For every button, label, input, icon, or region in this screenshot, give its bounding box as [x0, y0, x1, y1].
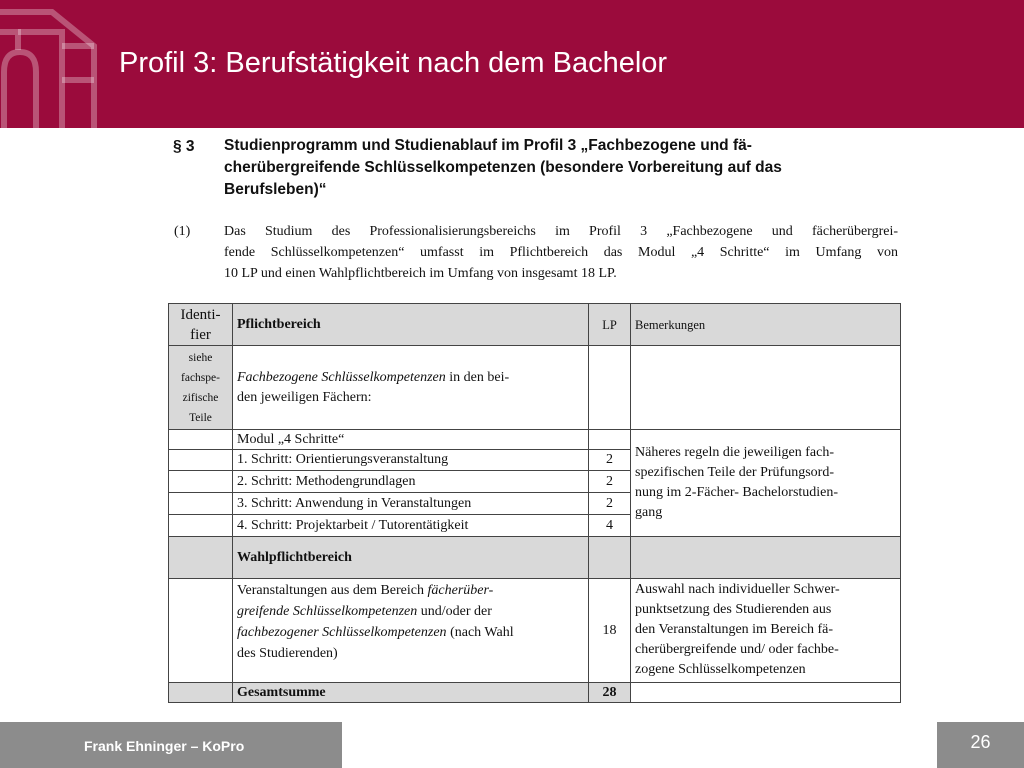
remark-line: zogene Schlüsselkompetenzen	[635, 662, 806, 677]
identifier-line: Teile	[189, 411, 212, 424]
identifier-cell	[169, 471, 233, 493]
section-heading-line: Berufsleben)“	[224, 181, 327, 198]
paragraph-line: fende Schlüsselkompetenzen“ umfasst im Pflichtbereich das Modul „4 Schritte“ im Umfang von	[224, 245, 898, 260]
fachbezogen-cell	[233, 346, 589, 430]
paragraph-line: 10 LP und einen Wahlpflichtbereich im Umfang von insgesamt 18 LP.	[224, 266, 617, 281]
step-lp: 2	[589, 450, 631, 471]
remark-line: Auswahl nach individueller Schwer-	[635, 582, 840, 597]
footer-author: Frank Ehninger – KoPro	[84, 738, 245, 754]
lp-cell	[589, 537, 631, 579]
veranstaltungen-cell	[233, 579, 589, 683]
section-heading	[224, 135, 900, 201]
fachbezogen-italic: Fachbezogene Schlüsselkompetenzen	[237, 369, 446, 385]
veranstaltungen-italic: fächerüber-	[427, 583, 494, 598]
table-header-row	[169, 304, 901, 346]
step-label: 1. Schritt: Orientierungsveranstaltung	[233, 450, 589, 471]
identifier-cell	[169, 683, 233, 703]
remark-line: Näheres regeln die jeweiligen fach-	[635, 445, 835, 460]
paragraph-text	[224, 221, 898, 284]
identifier-cell	[169, 430, 233, 450]
veranstaltungen-line: des Studierenden)	[237, 646, 338, 661]
identifier-line: zifische	[182, 391, 219, 404]
remark-cell	[631, 683, 901, 703]
veranstaltungen-line	[237, 580, 584, 601]
section-number: § 3	[173, 138, 195, 155]
fachbezogen-line: den jeweiligen Fächern:	[237, 389, 372, 405]
step-lp: 2	[589, 493, 631, 515]
university-logo-watermark	[0, 0, 118, 128]
fachbezogen-line	[237, 368, 584, 388]
slide-title: Profil 3: Berufstätigkeit nach dem Bachelor	[119, 47, 668, 79]
footer-author-box	[0, 722, 342, 768]
remark-cell	[631, 346, 901, 430]
remark-line: nung im 2-Fächer- Bachelorstudien-	[635, 485, 839, 500]
header-pflichtbereich: Pflichtbereich	[233, 304, 589, 346]
total-label: Gesamtsumme	[233, 683, 589, 703]
paragraph-line: Das Studium des Professionalisierungsbereichs im Profil 3 „Fachbezogene und fächerübergrei-	[224, 224, 898, 239]
table-row-total	[169, 683, 901, 703]
step-label: 2. Schritt: Methodengrundlagen	[233, 471, 589, 493]
steps-remark-cell	[631, 430, 901, 537]
step-lp: 2	[589, 471, 631, 493]
wahlpflicht-heading: Wahlpflichtbereich	[233, 537, 589, 579]
identifier-cell	[169, 579, 233, 683]
remark-line: cherübergreifende und/ oder fachbe-	[635, 642, 839, 657]
paragraph-number: (1)	[174, 224, 191, 239]
veranstaltungen-line	[237, 622, 584, 643]
identifier-cell	[169, 346, 233, 430]
total-lp: 28	[589, 683, 631, 703]
header-identifier-line: fier	[190, 326, 211, 343]
header-identifier	[169, 304, 233, 346]
section-heading-line: cherübergreifende Schlüsselkompetenzen (besondere Vorbereitung auf das	[224, 159, 782, 176]
table-row-fachbezogen	[169, 346, 901, 430]
identifier-cell	[169, 450, 233, 471]
page-number: 26	[970, 732, 991, 752]
header-identifier-line: Identi-	[180, 306, 221, 323]
step-label: 4. Schritt: Projektarbeit / Tutorentätigkeit	[233, 515, 589, 537]
veranstaltungen-line	[237, 601, 584, 622]
veranstaltungen-lp: 18	[589, 579, 631, 683]
identifier-cell	[169, 515, 233, 537]
remark-line: gang	[635, 505, 663, 520]
modul-title: Modul „4 Schritte“	[233, 430, 589, 450]
remark-line: punktsetzung des Studierenden aus	[635, 602, 832, 617]
fachbezogen-rest: in den bei-	[449, 369, 510, 385]
table-row-veranstaltungen	[169, 579, 901, 683]
remark-cell	[631, 537, 901, 579]
identifier-line: siehe	[188, 351, 213, 364]
identifier-cell	[169, 537, 233, 579]
step-label: 3. Schritt: Anwendung in Veranstaltungen	[233, 493, 589, 515]
veranstaltungen-italic: fachbezogener Schlüsselkompetenzen	[237, 625, 447, 640]
header-lp: LP	[589, 304, 631, 346]
identifier-cell	[169, 493, 233, 515]
veranstaltungen-text: Veranstaltungen aus dem Bereich	[237, 583, 424, 598]
curriculum-table	[168, 303, 901, 703]
table-row-wahlpflicht-heading	[169, 537, 901, 579]
slide-header	[0, 0, 1024, 128]
remark-line: den Veranstaltungen im Bereich fä-	[635, 622, 834, 637]
header-bemerkungen: Bemerkungen	[631, 304, 901, 346]
section-heading-line: Studienprogramm und Studienablauf im Profil 3 „Fachbezogene und fä-	[224, 137, 752, 154]
veranstaltungen-text: und/oder der	[420, 604, 492, 619]
table-row-modul	[169, 430, 901, 450]
veranstaltungen-italic: greifende Schlüsselkompetenzen	[237, 604, 418, 619]
step-lp: 4	[589, 515, 631, 537]
footer-page-box	[937, 722, 1024, 768]
lp-cell	[589, 430, 631, 450]
veranstaltungen-remark-cell	[631, 579, 901, 683]
lp-cell	[589, 346, 631, 430]
veranstaltungen-text: (nach Wahl	[450, 625, 514, 640]
identifier-line: fachspe-	[181, 371, 220, 384]
remark-line: spezifischen Teile der Prüfungsord-	[635, 465, 834, 480]
